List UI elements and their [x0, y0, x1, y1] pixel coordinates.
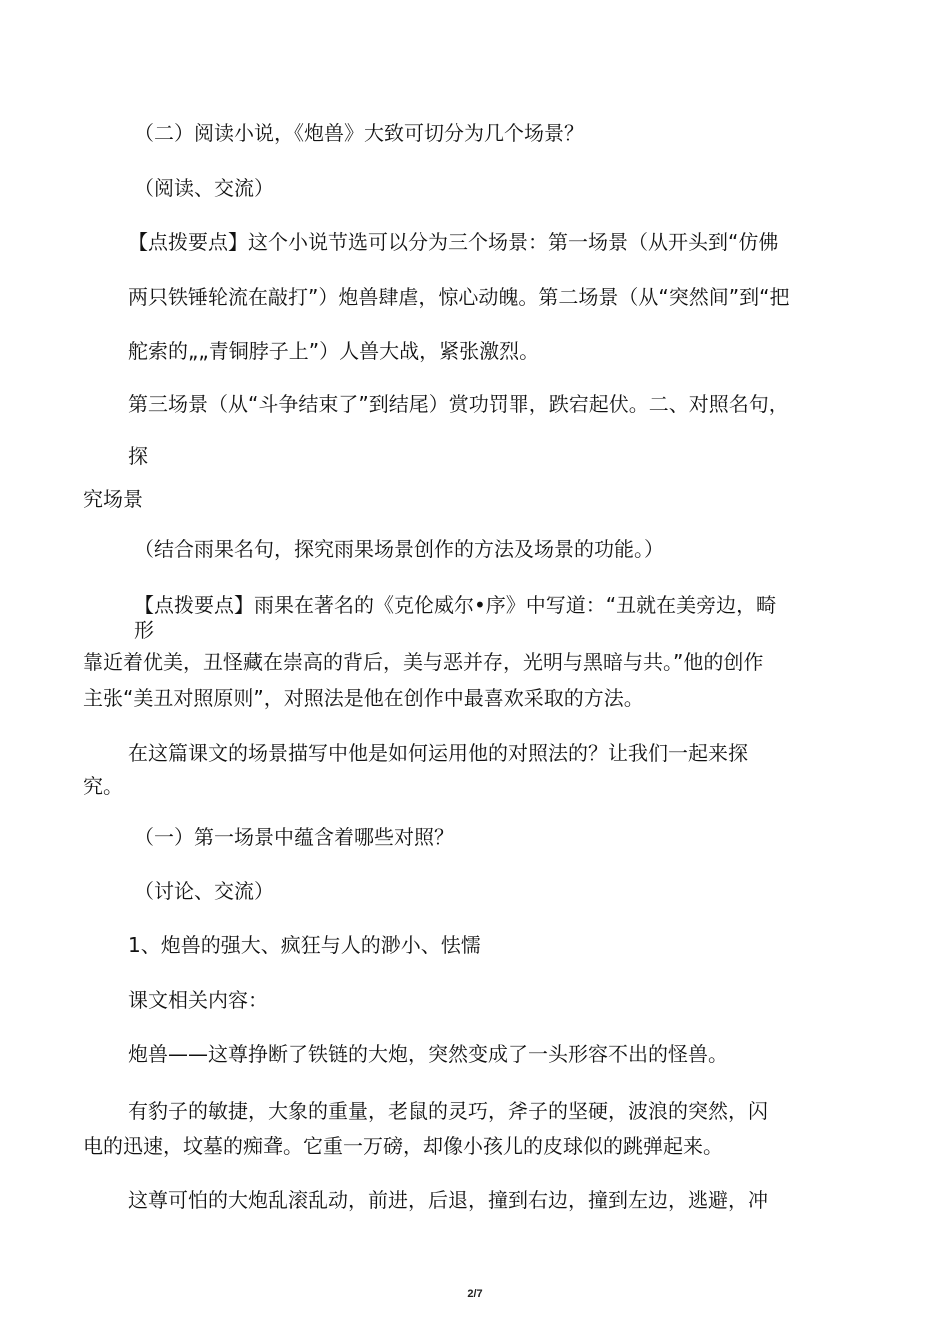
- paragraph-line: 在这篇课文的场景描写中他是如何运用他的对照法的？让我们一起来探: [128, 741, 748, 765]
- paragraph-line: 究。: [83, 774, 123, 798]
- paragraph-line: 靠近着优美，丑怪藏在崇高的背后，美与恶并存，光明与黑暗与共。”他的创作: [83, 650, 764, 674]
- section-heading: 究场景: [83, 487, 143, 511]
- paragraph-line: 课文相关内容：: [128, 988, 268, 1012]
- activity-note: （结合雨果名句，探究雨果场景创作的方法及场景的功能。）: [134, 537, 664, 561]
- activity-note: （讨论、交流）: [134, 879, 274, 903]
- quote-line: 有豹子的敏捷，大象的重量，老鼠的灵巧，斧子的坚硬，波浪的突然，闪: [128, 1099, 768, 1123]
- activity-note: （阅读、交流）: [134, 176, 274, 200]
- paragraph-line: 主张“美丑对照原则”，对照法是他在创作中最喜欢采取的方法。: [83, 686, 644, 710]
- quote-line: 电的迅速，坟墓的痴聋。它重一万磅，却像小孩儿的皮球似的跳弹起来。: [83, 1134, 723, 1158]
- section-2-question: （二）阅读小说，《炮兽》大致可切分为几个场景？: [134, 121, 584, 145]
- quote-line: 这尊可怕的大炮乱滚乱动，前进，后退，撞到右边，撞到左边，逃避，冲: [128, 1188, 768, 1212]
- numbered-point: 1、炮兽的强大、疯狂与人的渺小、怯懦: [128, 933, 481, 957]
- subsection-question: （一）第一场景中蕴含着哪些对照？: [134, 825, 454, 849]
- paragraph-line: 舵索的„„青铜脖子上”）人兽大战，紧张激烈。: [128, 339, 540, 363]
- page-number: 2/7: [467, 1288, 483, 1300]
- paragraph-line: 形: [134, 618, 154, 642]
- paragraph-line: 两只铁锤轮流在敲打”）炮兽肆虐，惊心动魄。第二场景（从“突然间”到“把: [128, 285, 790, 309]
- paragraph-line: 第三场景（从“斗争结束了”到结尾）赏功罚罪，跌宕起伏。二、对照名句，: [128, 392, 789, 416]
- key-point-line: 【点拨要点】这个小说节选可以分为三个场景：第一场景（从开头到“仿佛: [128, 230, 779, 254]
- key-point-line: 【点拨要点】雨果在著名的《克伦威尔•序》中写道：“丑就在美旁边，畸: [134, 593, 777, 617]
- quote-line: 炮兽——这尊挣断了铁链的大炮，突然变成了一头形容不出的怪兽。: [128, 1042, 728, 1066]
- paragraph-line: 探: [128, 444, 148, 468]
